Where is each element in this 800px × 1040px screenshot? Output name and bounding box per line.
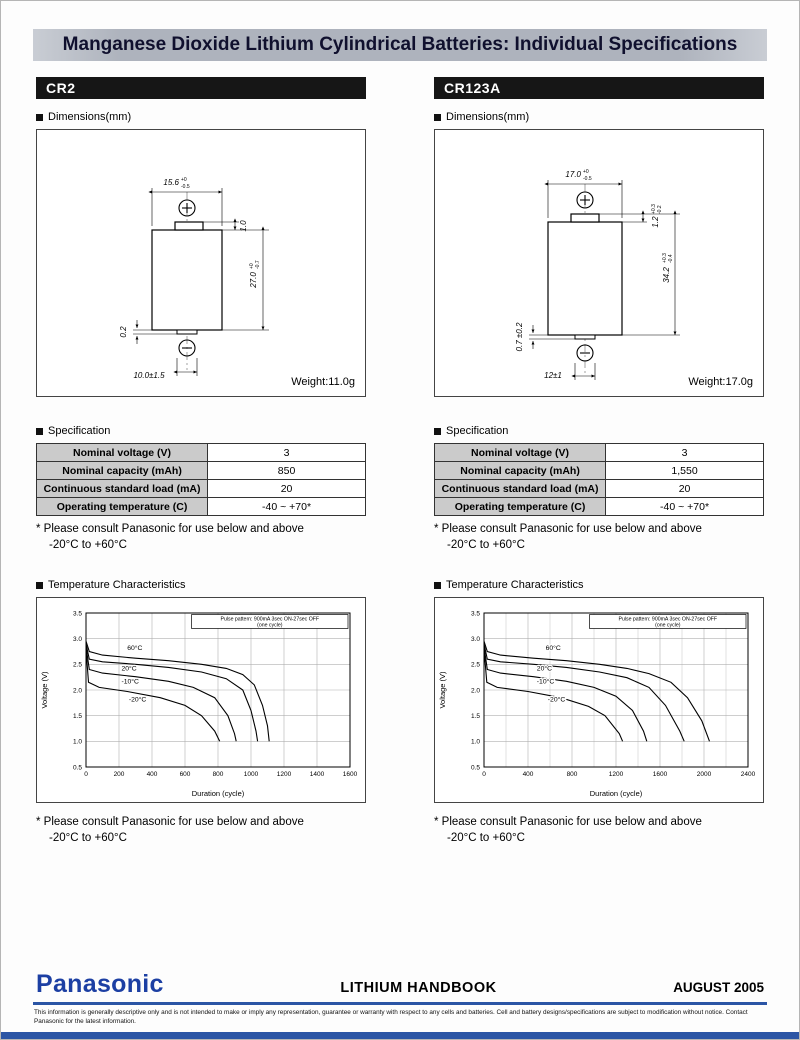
footnote-line2: -20°C to +60°C [447,538,525,551]
cr2-diameter-tol-up: +0 [181,177,187,183]
spec-value-cell: -40 ~ +70* [208,498,366,516]
y-axis-label: Voltage (V) [438,671,447,709]
x-axis-label: Duration (cycle) [191,789,245,799]
x-tick-label: 200 [113,771,125,779]
spec-value-cell: 1,550 [606,462,764,480]
y-tick-label: 1.5 [470,712,480,720]
publication-date: AUGUST 2005 [673,979,764,995]
temperature-label-text: Temperature Characteristics [446,579,584,592]
x-tick-label: 1200 [276,771,292,779]
cr2-height-dim-group [249,260,261,289]
cr123a-step-dim: 0.7 ±0.2 [515,322,524,352]
x-tick-label: 1600 [342,771,358,779]
x-tick-label: 400 [522,771,534,779]
x-tick-label: 400 [146,771,158,779]
specification-label-text: Specification [446,425,509,437]
cr123a-spec-table [434,443,764,516]
square-bullet-icon [434,428,441,435]
battery-top-cap [175,222,203,230]
series-label: -10°C [121,678,139,686]
series-label: 20°C [121,665,137,673]
footer-rule [33,1002,767,1005]
pulse-note-line1: Pulse pattern: 900mA 3sec ON-27sec OFF [618,616,718,623]
series-line [86,649,220,741]
cr2-battery-outline [152,200,222,356]
y-tick-label: 3.5 [72,610,82,618]
page-title: Manganese Dioxide Lithium Cylindrical Batteries: Individual Specifications [33,29,767,61]
spec-label-cell: Continuous standard load (mA) [37,480,208,498]
square-bullet-icon [434,582,441,589]
cr2-height-dim: 27.0 [249,272,258,288]
y-tick-label: 2.5 [470,661,480,669]
footnote-line2: -20°C to +60°C [447,831,525,844]
cr2-weight: Weight:11.0g [291,376,355,388]
series-label: 20°C [536,665,552,673]
cr2-step-dim: 0.2 [119,326,128,338]
cr123a-height-dim-group [662,253,674,283]
cr123a-diameter-tol-up: +0 [583,169,589,175]
x-tick-label: 800 [212,771,224,779]
cr2-spec-footnote [36,522,366,553]
y-tick-label: 2.0 [470,687,480,695]
cr123a-dimensions-label [434,111,764,123]
table-row [37,498,366,516]
x-tick-label: 1200 [608,771,624,779]
table-row [37,444,366,462]
battery-top-cap [571,214,599,222]
cr123a-spec-footnote [434,522,764,553]
cr2-spec-table [36,443,366,516]
cr123a-height-tol-dn: -0.4 [668,254,674,263]
cr2-height-tol-dn: -0.7 [255,260,261,269]
footnote-line1: * Please consult Panasonic for use below and above [434,523,702,535]
y-axis-label: Voltage (V) [40,671,49,709]
cr2-temperature-label [36,579,366,591]
y-tick-label: 1.5 [72,712,82,720]
cr2-dimensions-label [36,111,366,123]
battery-body [152,230,222,330]
x-tick-label: 1400 [309,771,325,779]
y-tick-label: 2.0 [72,687,82,695]
spec-value-cell: 850 [208,462,366,480]
pulse-note-line1: Pulse pattern: 900mA 3sec ON-27sec OFF [220,616,320,623]
temperature-label-text: Temperature Characteristics [48,579,186,592]
spec-value-cell: 20 [208,480,366,498]
cr123a-model-header: CR123A [434,77,764,99]
table-row [435,480,764,498]
cr2-terminal-dim: 10.0±1.5 [133,371,165,380]
spec-label-cell: Nominal capacity (mAh) [37,462,208,480]
y-tick-label: 0.5 [72,764,82,772]
square-bullet-icon [36,582,43,589]
cr123a-chart-box [434,597,764,803]
x-axis-label: Duration (cycle) [589,789,643,799]
cr123a-specification-label [434,425,764,437]
series-line [484,644,684,742]
spec-label-cell: Nominal voltage (V) [37,444,208,462]
cr2-cap-height-dim: 1.0 [239,220,248,232]
spec-value-cell: 3 [208,444,366,462]
x-tick-label: 0 [84,771,88,779]
cr2-diameter-dim: 15.6 [163,178,179,187]
pulse-note-line2: (one cycle) [257,622,283,629]
specification-label-text: Specification [48,425,111,437]
cr2-model-header: CR2 [36,77,366,99]
handbook-title: LITHIUM HANDBOOK [340,979,497,996]
table-row [37,480,366,498]
series-label: -20°C [547,696,566,704]
cr123a-terminal-dim: 12±1 [544,371,562,380]
battery-bottom-terminal [177,330,197,334]
pulse-note-line2: (one cycle) [655,622,681,629]
square-bullet-icon [36,428,43,435]
series-label: -20°C [128,696,147,704]
cr2-column [36,77,366,872]
cr123a-height-tol-up: +0.3 [662,253,668,263]
page-footer [1,970,799,1039]
cr123a-diameter-dim: 17.0 [565,170,581,179]
x-tick-label: 0 [482,771,486,779]
dimensions-label-text: Dimensions(mm) [48,111,132,123]
footer-disclaimer: This information is generally descriptive only and is not intended to make or imply any representation, guarantee or warranty with respect to any cells and batteries. Cell and battery designs/specifications are subject to modification without notice. Contact Panasonic for the latest information. [34,1008,748,1026]
y-tick-label: 3.0 [72,635,82,643]
spec-label-cell: Nominal capacity (mAh) [435,462,606,480]
x-tick-label: 2000 [696,771,712,779]
cr123a-dimension-drawing [435,130,763,380]
cr123a-cap-height-dim: 1.2 [651,216,660,228]
cr2-chart-box [36,597,366,803]
spec-label-cell: Operating temperature (C) [37,498,208,516]
cr123a-temperature-label [434,579,764,591]
y-tick-label: 0.5 [470,764,480,772]
cr123a-battery-outline [548,192,622,361]
series-line [484,641,710,741]
series-label: 60°C [127,644,143,652]
cr123a-weight: Weight:17.0g [688,376,753,388]
square-bullet-icon [36,114,43,121]
cr123a-cap-dim-group [651,204,663,228]
cr123a-diameter-tol-dn: -0.5 [583,176,592,182]
spec-label-cell: Nominal voltage (V) [435,444,606,462]
series-line [484,649,623,741]
y-tick-label: 3.0 [470,635,480,643]
cr123a-cap-tol-dn: -0.2 [657,205,663,214]
page-bottom-bar [1,1032,799,1039]
battery-body [548,222,622,335]
spec-label-cell: Operating temperature (C) [435,498,606,516]
cr2-dimension-drawing [37,130,365,380]
cr123a-temperature-chart [436,599,762,801]
footnote-line1: * Please consult Panasonic for use below and above [36,523,304,535]
table-row [435,498,764,516]
battery-bottom-terminal [575,335,595,339]
y-tick-label: 1.0 [72,738,82,746]
dimensions-label-text: Dimensions(mm) [446,111,530,123]
x-tick-label: 600 [179,771,191,779]
cr2-dimension-box [36,129,366,397]
cr123a-dimension-box [434,129,764,397]
table-row [37,462,366,480]
cr123a-column [434,77,764,872]
y-tick-label: 1.0 [470,738,480,746]
two-column-layout [36,77,764,872]
y-tick-label: 3.5 [470,610,480,618]
spec-value-cell: 3 [606,444,764,462]
y-tick-label: 2.5 [72,661,82,669]
x-tick-label: 800 [566,771,578,779]
cr2-height-tol-up: +0 [249,263,255,269]
x-tick-label: 1600 [652,771,668,779]
cr123a-chart-footnote [434,815,764,846]
footnote-line2: -20°C to +60°C [49,538,127,551]
footnote-line1: * Please consult Panasonic for use below and above [36,816,304,829]
cr2-diameter-tol-dn: -0.5 [181,184,190,190]
series-label: -10°C [536,678,555,686]
table-row [435,462,764,480]
spec-value-cell: -40 ~ +70* [606,498,764,516]
table-row [435,444,764,462]
cr2-specification-label [36,425,366,437]
cr123a-cap-tol-up: +0.3 [651,204,657,214]
panasonic-logo: Panasonic [36,969,164,998]
square-bullet-icon [434,114,441,121]
x-tick-label: 1000 [243,771,259,779]
cr123a-height-dim: 34.2 [662,267,671,283]
cr2-temperature-chart [38,599,364,801]
spec-label-cell: Continuous standard load (mA) [435,480,606,498]
x-tick-label: 2400 [740,771,756,779]
series-line [86,641,269,741]
footer-row [36,970,764,999]
spec-value-cell: 20 [606,480,764,498]
cr2-chart-footnote [36,815,366,846]
footnote-line1: * Please consult Panasonic for use below and above [434,816,702,829]
footnote-line2: -20°C to +60°C [49,831,127,844]
series-label: 60°C [545,644,561,652]
